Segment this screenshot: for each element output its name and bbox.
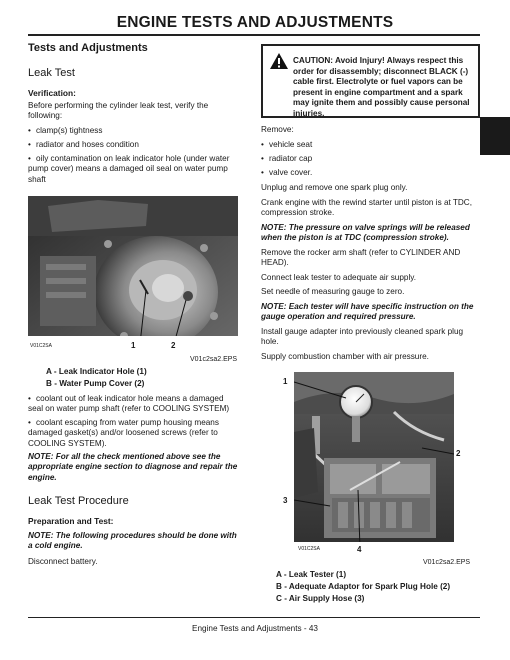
callout-leak-tester-1: 1 [283, 377, 288, 386]
remove-radiator-cap: • radiator cap [261, 154, 313, 163]
page-footer: Engine Tests and Adjustments - 43 [192, 624, 318, 633]
caution-text: CAUTION: Avoid Injury! Always respect this order for disassembly; disconnect BLACK (-) cable first. Electrolyte or fuel vapors can be present in engine compartment and a spark may ignite them and possibly cause personal injuries. [293, 56, 470, 118]
callout-4: 4 [357, 545, 362, 554]
caution-box [261, 44, 480, 118]
unplug-spark-plug: Unplug and remove one spark plug only. [261, 183, 408, 192]
connect-leak-tester: Connect leak tester to adequate air supply. [261, 273, 417, 282]
preparation-label: Preparation and Test: [28, 516, 114, 526]
set-needle-zero: Set needle of measuring gauge to zero. [261, 287, 405, 296]
verification-intro: Before performing the cylinder leak test, verify the following: [28, 101, 209, 121]
leak-indicator-photo [28, 196, 238, 354]
bullet-oily-contamination: • oily contamination on leak indicator hole (under water pump cover) means a damaged oil seal on water pump shaft [28, 154, 230, 184]
note-cold-engine: NOTE: The following procedures should be done with a cold engine. [28, 531, 237, 551]
photo1-legend: A - Leak Indicator Hole (1) B - Water Pump Cover (2) [46, 367, 147, 388]
remove-vehicle-seat: • vehicle seat [261, 140, 313, 149]
bullet-clamps: • clamp(s) tightness [28, 126, 103, 135]
header-divider [28, 34, 480, 36]
callout-air-hose-3: 3 [283, 496, 288, 505]
verification-label: Verification: [28, 88, 76, 98]
callout-1: 1 [131, 341, 136, 350]
disconnect-battery: Disconnect battery. [28, 557, 98, 566]
callout-adaptor-2: 2 [456, 449, 461, 458]
leak-tester-photo [294, 372, 454, 556]
remove-label: Remove: [261, 125, 294, 134]
photo2-code: V01C2SA [298, 546, 320, 552]
crank-engine: Crank engine with the rewind starter until piston is at TDC, compression stroke. [261, 198, 472, 218]
bullet-coolant-leak-hole: • coolant out of leak indicator hole means a damaged seal on water pump shaft (refer to COOLING SYSTEM) [28, 394, 230, 414]
procedure-title: Leak Test Procedure [28, 495, 129, 507]
section-title: Tests and Adjustments [28, 42, 148, 54]
callout-2: 2 [171, 341, 176, 350]
remove-valve-cover: • valve cover. [261, 168, 313, 177]
note-check-mentioned: NOTE: For all the check mentioned above see the appropriate engine section to diagnose and repair the engine. [28, 452, 238, 482]
photo1-file-caption: V01c2sa2.EPS [190, 356, 238, 363]
photo2-legend: A - Leak Tester (1) B - Adequate Adaptor for Spark Plug Hole (2) C - Air Supply Hose (3) [276, 570, 451, 603]
photo2-file-caption: V01c2sa2.EPS [423, 559, 471, 566]
warning-triangle-icon [269, 52, 289, 70]
note-tester-instruction: NOTE: Each tester will have specific instruction on the gauge operation and required pressure. [261, 302, 474, 322]
bullet-radiator-hoses: • radiator and hoses condition [28, 140, 139, 149]
section-thumb-tab [480, 117, 510, 155]
page-title: ENGINE TESTS AND ADJUSTMENTS [116, 14, 394, 31]
supply-air-pressure: Supply combustion chamber with air pressure. [261, 352, 429, 361]
leak-test-title: Leak Test [28, 67, 75, 79]
install-gauge-adapter: Install gauge adapter into previously cleaned spark plug hole. [261, 327, 464, 347]
engine-leak-tester-image [294, 372, 454, 556]
photo1-code: V01C2SA [30, 343, 52, 349]
note-valve-springs: NOTE: The pressure on valve springs will be released when the piston is at TDC (compression stroke). [261, 223, 470, 243]
footer-divider [28, 617, 480, 618]
bullet-coolant-housing: • coolant escaping from water pump housing means damaged gasket(s) and/or loosened screws (refer to COOLING SYSTEM). [28, 418, 219, 448]
engine-water-pump-image [28, 196, 238, 354]
remove-rocker-arm: Remove the rocker arm shaft (refer to CYLINDER AND HEAD). [261, 248, 461, 268]
